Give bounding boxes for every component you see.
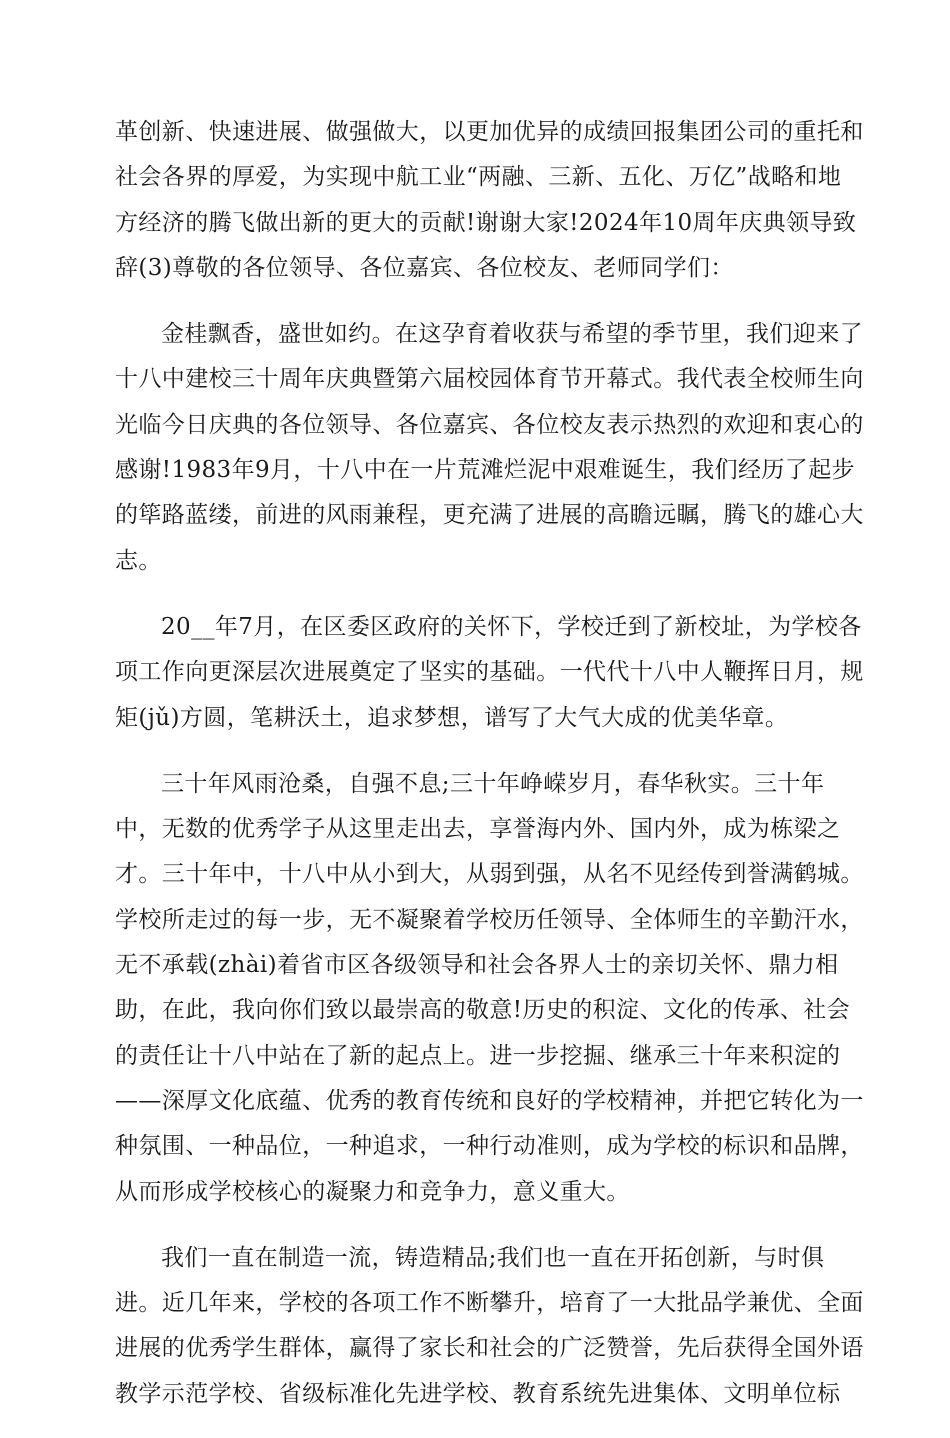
paragraph-line: 革创新、快速进展、做强做大，以更加优异的成绩回报集团公司的重托和 [115, 119, 864, 145]
paragraph-line: 的责任让十八中站在了新的起点上。进一步挖掘、继承三十年来积淀的 [115, 1042, 841, 1069]
paragraph-line: 十八中建校三十周年庆典暨第六届校园体育节开幕式。我代表全校师生向 [115, 366, 864, 393]
paragraph-line: 三十年风雨沧桑，自强不息;三十年峥嵘岁月，春华秋实。三十年 [161, 770, 825, 797]
paragraph-line: 学校所走过的每一步，无不凝聚着学校历任领导、全体师生的辛勤汗水， [115, 906, 864, 933]
paragraph [115, 1236, 864, 1417]
paragraph-line: 志。 [115, 547, 162, 574]
paragraph [115, 110, 864, 291]
paragraph-line: 才。三十年中，十八中从小到大，从弱到强，从名不见经传到誉满鹤城。 [115, 861, 864, 888]
paragraph [115, 605, 864, 741]
paragraph-line: 种氛围、一种品位，一种追求，一种行动准则，成为学校的标识和品牌， [115, 1133, 864, 1160]
paragraph-line: 中，无数的优秀学子从这里走出去，享誉海内外、国内外，成为栋梁之 [115, 816, 841, 843]
paragraph-line: 进展的优秀学生群体，赢得了家长和社会的广泛赞誉，先后获得全国外语 [115, 1335, 864, 1362]
paragraph-line: 金桂飘香，盛世如约。在这孕育着收获与希望的季节里，我们迎来了 [161, 321, 863, 348]
paragraph-line: 20__年7月，在区委区政府的关怀下，学校迁到了新校址，为学校各 [161, 613, 862, 640]
paragraph-line: 从而形成学校核心的凝聚力和竞争力，意义重大。 [115, 1178, 630, 1205]
paragraph-line: 光临今日庆典的各位领导、各位嘉宾、各位校友表示热烈的欢迎和衷心的 [115, 411, 864, 438]
paragraph-line: 项工作向更深层次进展奠定了坚实的基础。一代代十八中人鞭挥日月，规 [115, 659, 864, 686]
paragraph-line: 方经济的腾飞做出新的更大的贡献!谢谢大家!2024年10周年庆典领导致 [115, 209, 857, 236]
paragraph-line: 我们一直在制造一流，铸造精品;我们也一直在开拓创新，与时俱 [161, 1244, 825, 1271]
paragraph-line: 无不承载(zhài)着省市区各级领导和社会各界人士的亲切关怀、鼎力相 [115, 952, 839, 979]
paragraph-line: 辞(3)尊敬的各位领导、各位嘉宾、各位校友、老师同学们： [115, 254, 734, 281]
paragraph-line: 进。近几年来，学校的各项工作不断攀升，培育了一大批品学兼优、全面 [115, 1290, 864, 1317]
paragraph [115, 312, 864, 584]
paragraph-line: 矩(jǔ)方圆，笔耕沃土，追求梦想，谱写了大气大成的优美华章。 [115, 704, 789, 731]
paragraph-line: 的筚路蓝缕，前进的风雨兼程，更充满了进展的高瞻远瞩，腾飞的雄心大 [115, 502, 864, 529]
paragraph [115, 762, 864, 1215]
paragraph-line: 社会各界的厚爱，为实现中航工业“两融、三新、五化、万亿”战略和地 [115, 164, 842, 191]
paragraph-line: 助，在此，我向你们致以最崇高的敬意!历史的积淀、文化的传承、社会 [115, 997, 851, 1024]
paragraph-line: 教学示范学校、省级标准化先进学校、教育系统先进集体、文明单位标 [115, 1380, 841, 1407]
paragraph-line: ——深厚文化底蕴、优秀的教育传统和良好的学校精神，并把它转化为一 [115, 1087, 864, 1114]
paragraph-line: 感谢!1983年9月，十八中在一片荒滩烂泥中艰难诞生，我们经历了起步 [115, 457, 856, 484]
document-body [115, 110, 864, 1438]
